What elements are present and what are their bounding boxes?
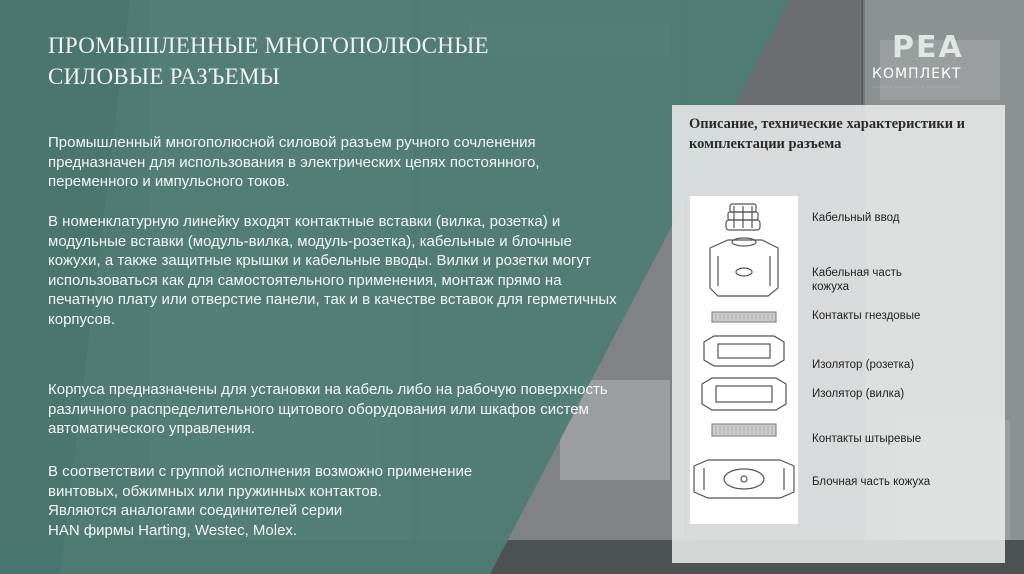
label-female-contacts: Контакты гнездовые xyxy=(812,310,921,322)
title-line-1: ПРОМЫШЛЕННЫЕ МНОГОПОЛЮСНЫЕ xyxy=(48,33,489,58)
label-pin-insulator: Изолятор (вилка) xyxy=(812,388,905,400)
company-logo xyxy=(872,30,982,90)
socket-insulator-drawing xyxy=(704,336,784,366)
spec-panel-title: Описание, технические характеристики и комплектации разъема xyxy=(689,116,966,152)
logo-tagline: industrial automation & electrotechnics xyxy=(872,84,960,89)
analogs-line-1: В соответствии с группой исполнения возможно применение xyxy=(48,463,473,480)
hood-drawing xyxy=(710,238,778,296)
label-male-contacts: Контакты штыревые xyxy=(812,433,922,445)
label-socket-insulator: Изолятор (розетка) xyxy=(812,359,915,371)
label-bulkhead-housing: Блочная часть кожуха xyxy=(812,476,931,488)
paragraph-lineup: В номенклатурную линейку входят контактные вставки (вилка, розетка) и модульные вставки (модуль-вилка, модуль-розетка), кабельные и блочные кожухи, а также защитные крышки и кабельные вводы. Вилки и розетки могут использоваться как для самостоятельного применения, монтаж прямо на печатную плату или отверстие панели, так и в качестве вставок для герметичных корпусов. xyxy=(48,213,617,328)
title-line-2: СИЛОВЫЕ РАЗЪЕМЫ xyxy=(48,64,281,89)
slide-title xyxy=(48,30,608,92)
paragraph-housings: Корпуса предназначены для установки на кабель либо на рабочую поверхность различного распределительного щитового оборудования или шкафов систем автоматического управления. xyxy=(48,381,608,437)
paragraph-analogs xyxy=(48,462,628,540)
paragraph-intro: Промышленный многополюсной силовой разъем ручного сочленения предназначен для использования в электрических цепях постоянного, переменного и импульсного токов. xyxy=(48,134,540,190)
label-cable-hood: Кабельная часть кожуха xyxy=(812,267,902,293)
cable-gland-drawing xyxy=(726,204,760,230)
bulkhead-housing-drawing xyxy=(694,460,794,498)
analogs-line-3: Являются аналогами соединителей серии xyxy=(48,502,343,519)
logo-wordmark: КОМПЛЕКТ xyxy=(872,66,962,82)
connector-exploded-diagram xyxy=(690,196,798,524)
logo-mark: PEA xyxy=(892,30,964,65)
pin-insulator-drawing xyxy=(702,378,786,410)
analogs-line-4: HAN фирмы Harting, Westec, Molex. xyxy=(48,521,298,539)
label-cable-gland: Кабельный ввод xyxy=(812,212,900,224)
analogs-line-2: винтовых, обжимных или пружинных контактов. xyxy=(48,482,382,500)
